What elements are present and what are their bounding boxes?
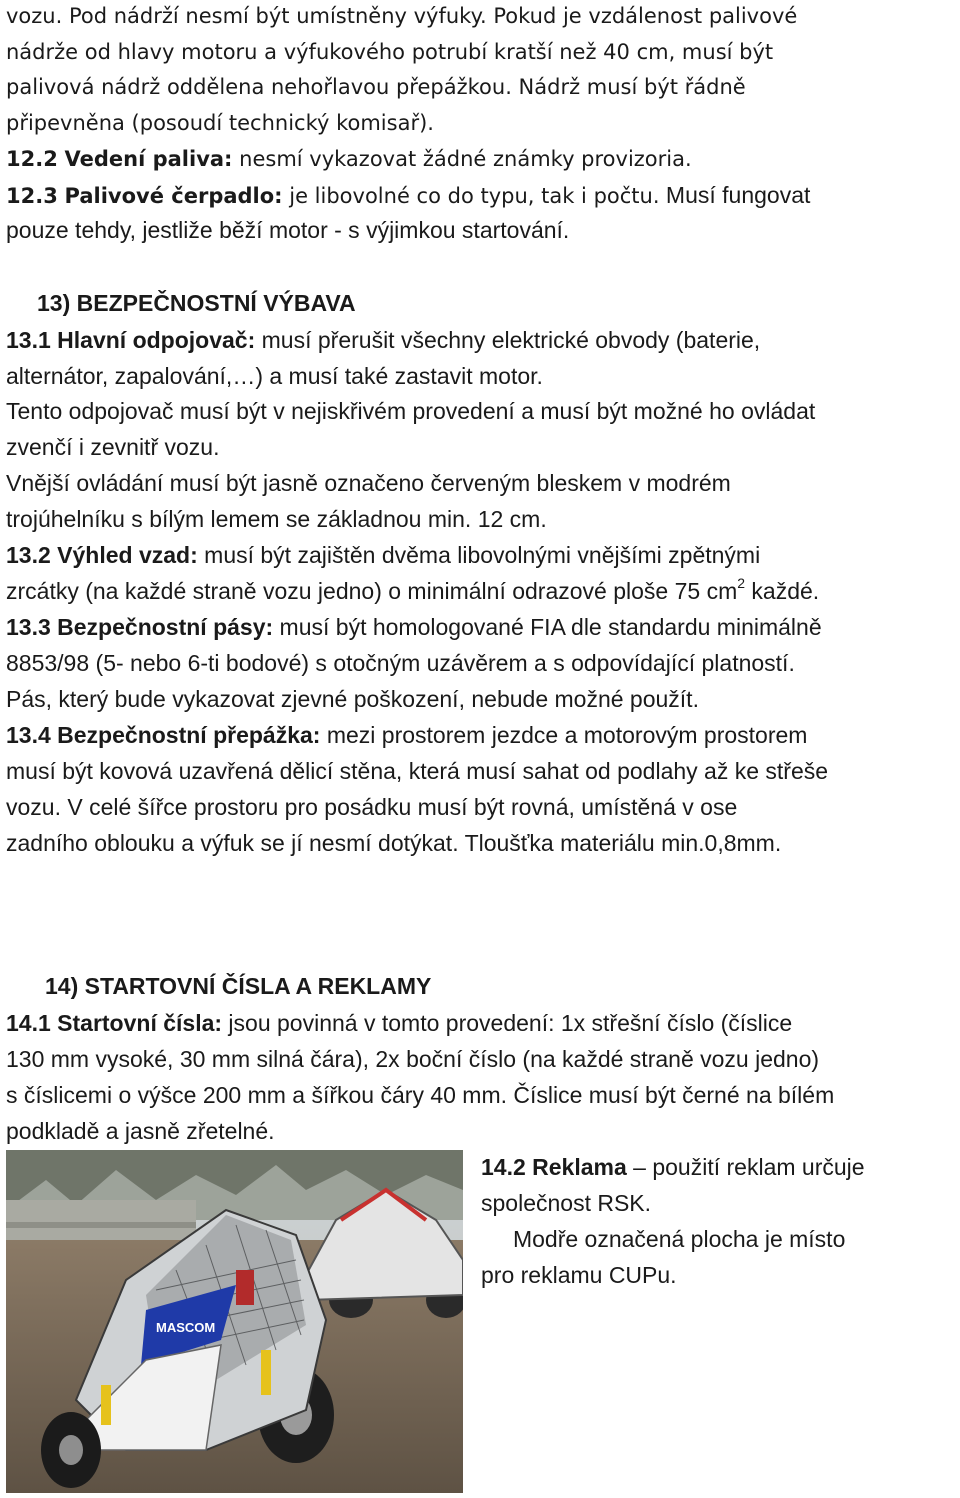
item-13-2 <box>6 541 760 569</box>
paragraph-line: zvenčí i zevnitř vozu. <box>6 434 220 460</box>
paragraph-line: trojúhelníku s bílým lemem se základnou min. 12 cm. <box>6 506 547 532</box>
paragraph-line: společnost RSK. <box>481 1190 652 1216</box>
paragraph-line: pro reklamu CUPu. <box>481 1262 677 1288</box>
paragraph-line: připevněna (posoudí technický komisař). <box>6 111 434 135</box>
item-number: 12.3 <box>6 184 58 208</box>
item-title: Vedení paliva: <box>64 147 233 171</box>
paragraph-line: pouze tehdy, jestliže běží motor - s výjimkou startování. <box>6 217 570 243</box>
sponsor-text: MASCOM <box>156 1320 216 1335</box>
paragraph-line: nádrže od hlavy motoru a výfukového potrubí kratší než 40 cm, musí být <box>6 40 774 64</box>
item-13-2-line2 <box>6 577 819 605</box>
paragraph-line: 8853/98 (5- nebo 6-ti bodové) s otočným uzávěrem a s odpovídající platností. <box>6 650 795 676</box>
item-text: musí přerušit všechny elektrické obvody (baterie, <box>255 327 761 353</box>
paragraph-line: Pás, který bude vykazovat zjevné poškození, nebude možné použít. <box>6 686 699 712</box>
paragraph-line: zadního oblouku a výfuk se jí nesmí dotýkat. Tloušťka materiálu min.0,8mm. <box>6 830 782 856</box>
item-title: Palivové čerpadlo: <box>64 184 283 208</box>
paragraph-line: Tento odpojovač musí být v nejiskřivém provedení a musí být možné ho ovládat <box>6 398 816 424</box>
item-number: 13.2 <box>6 542 51 568</box>
item-number: 13.1 <box>6 327 51 353</box>
section-heading-14: 14) STARTOVNÍ ČÍSLA A REKLAMY <box>45 973 432 999</box>
item-number: 13.4 <box>6 722 51 748</box>
item-text: nesmí vykazovat žádné známky provizoria. <box>232 147 692 171</box>
item-12-3 <box>6 181 810 210</box>
item-text-cont: Musí fungovat <box>659 182 811 208</box>
item-text: musí být zajištěn dvěma libovolnými vnějšími zpětnými <box>197 542 761 568</box>
item-13-3 <box>6 613 822 641</box>
item-text: musí být homologované FIA dle standardu minimálně <box>273 614 822 640</box>
paragraph-line: palivová nádrž oddělena nehořlavou přepážkou. Nádrž musí být řádně <box>6 75 746 99</box>
item-number: 14.1 <box>6 1010 51 1036</box>
item-text: mezi prostorem jezdce a motorovým prostorem <box>320 722 808 748</box>
item-number: 12.2 <box>6 147 58 171</box>
superscript: 2 <box>737 575 746 592</box>
paragraph-line: musí být kovová uzavřená dělicí stěna, která musí sahat od podlahy až ke střeše <box>6 758 829 784</box>
paragraph-line: vozu. Pod nádrží nesmí být umístněny výfuky. Pokud je vzdálenost palivové <box>6 4 798 28</box>
item-title: Startovní čísla: <box>57 1010 223 1036</box>
item-number: 14.2 <box>481 1154 526 1180</box>
item-13-4 <box>6 721 807 749</box>
paragraph-line: s číslicemi o výšce 200 mm a šířkou čáry 40 mm. Číslice musí být černé na bílém <box>6 1082 835 1108</box>
item-title: Reklama <box>532 1154 627 1180</box>
item-number: 13.3 <box>6 614 51 640</box>
paragraph-line: Vnější ovládání musí být jasně označeno červeným bleskem v modrém <box>6 470 731 496</box>
item-text: je libovolné co do typu, tak i počtu. <box>282 184 660 208</box>
buggy-car-photo <box>6 1150 463 1493</box>
item-text: každé. <box>745 578 820 604</box>
section-heading-13: 13) BEZPEČNOSTNÍ VÝBAVA <box>37 290 356 316</box>
item-text: – použití reklam určuje <box>626 1154 865 1180</box>
item-14-2 <box>481 1153 865 1181</box>
paragraph-line: alternátor, zapalování,…) a musí také zastavit motor. <box>6 363 543 389</box>
item-title: Hlavní odpojovač: <box>57 327 256 353</box>
paragraph-line: 130 mm vysoké, 30 mm silná čára), 2x boční číslo (na každé straně vozu jedno) <box>6 1046 820 1072</box>
item-13-1 <box>6 326 760 354</box>
item-title: Bezpečnostní přepážka: <box>57 722 321 748</box>
item-title: Bezpečnostní pásy: <box>57 614 274 640</box>
item-12-2 <box>6 145 692 173</box>
paragraph-line: Modře označená plocha je místo <box>481 1226 846 1252</box>
buggy-car-illustration <box>6 1150 463 1493</box>
item-title: Výhled vzad: <box>57 542 198 568</box>
item-14-1 <box>6 1009 792 1037</box>
paragraph-line: podkladě a jasně zřetelné. <box>6 1118 275 1144</box>
paragraph-line: vozu. V celé šířce prostoru pro posádku musí být rovná, umístěná v ose <box>6 794 738 820</box>
item-text: jsou povinná v tomto provedení: 1x střešní číslo (číslice <box>222 1010 793 1036</box>
item-text: zrcátky (na každé straně vozu jedno) o minimální odrazové ploše 75 cm <box>6 578 738 604</box>
